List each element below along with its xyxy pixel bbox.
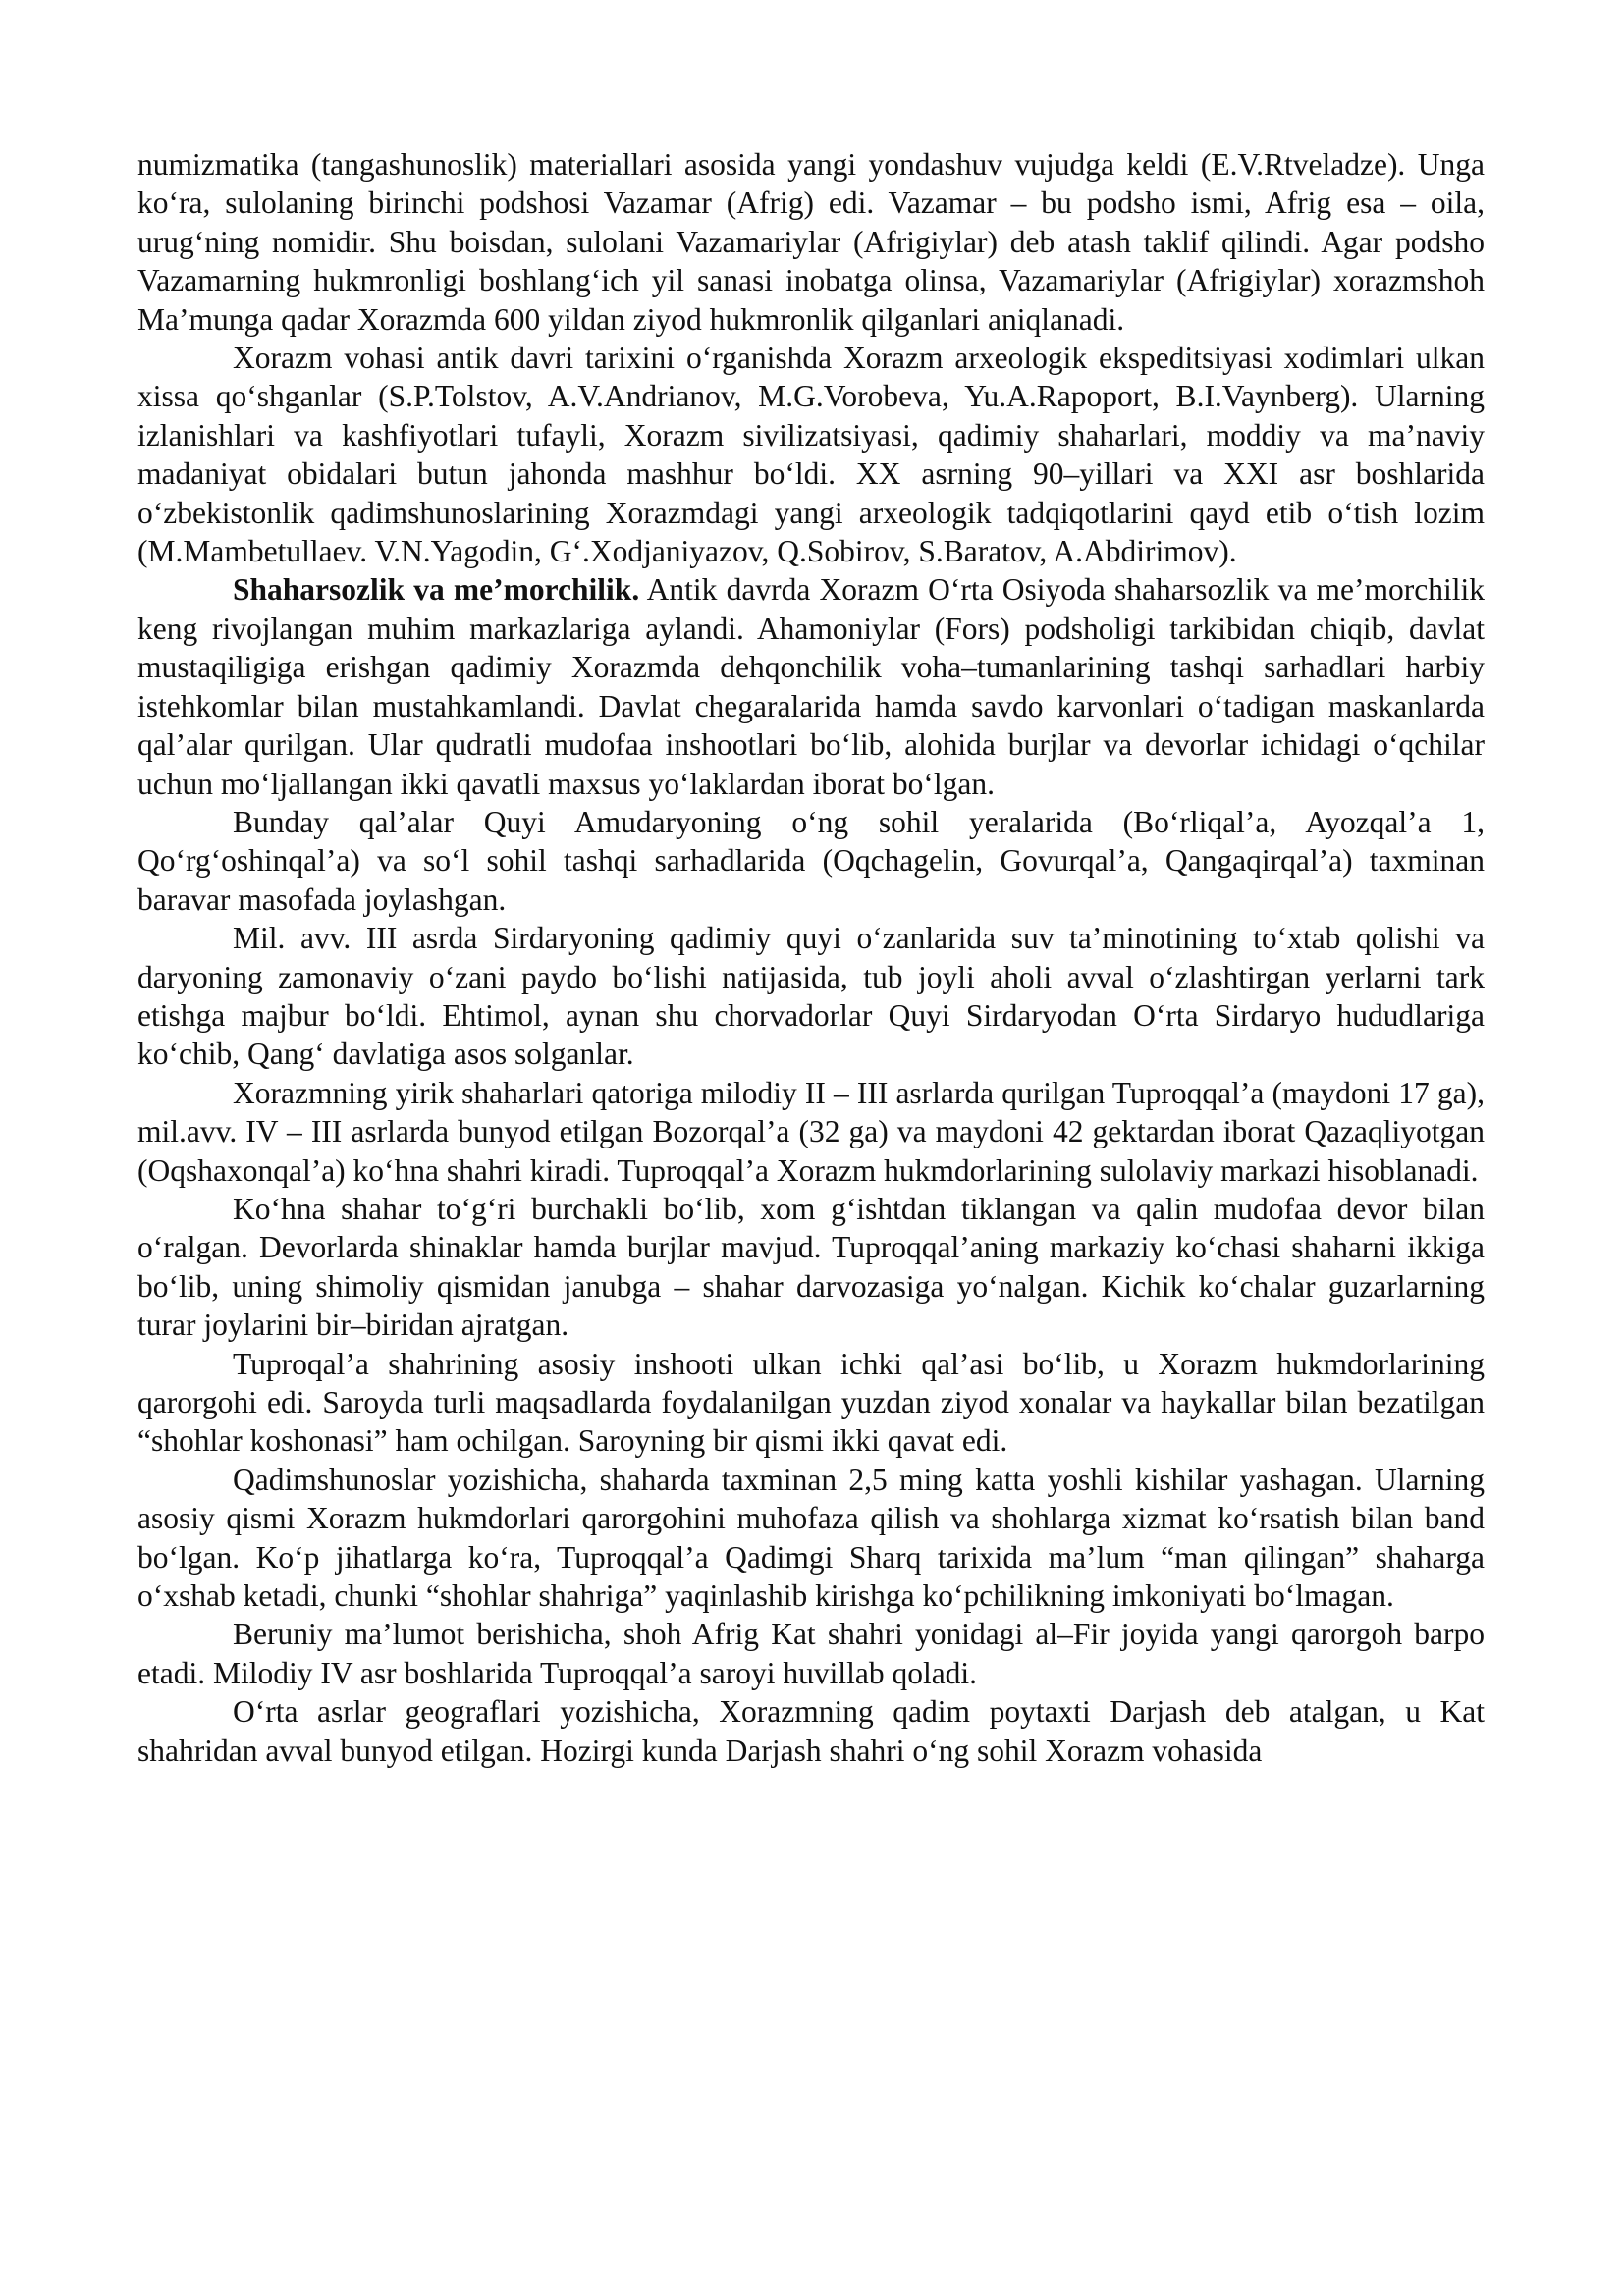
paragraph-5: Mil. avv. III asrda Sirdaryoning qadimiy quyi o‘zanlarida suv ta’minotining to‘xtab qolishi va daryoning zamonaviy o‘zani paydo bo‘lishi natijasida, tub joyli aholi avval o‘zlashtirgan yerlarni tark etishga majbur bo‘ldi. Ehtimol, aynan shu chorvadorlar Quyi Sirdaryodan O‘rta Sirdaryo hududlariga ko‘chib, Qang‘ davlatiga asos solganlar. [137, 921, 1485, 1072]
paragraph-7: Ko‘hna shahar to‘g‘ri burchakli bo‘lib, xom g‘ishtdan tiklangan va qalin mudofaa devor bilan o‘ralgan. Devorlarda shinaklar hamda burjlar mavjud. Tuproqqal’aning markaziy ko‘chasi shaharni ikkiga bo‘lib, uning shimoliy qismidan janubga – shahar darvozasiga yo‘nalgan. Kichik ko‘chalar guzarlarning turar joylarini bir–biridan ajratgan. [137, 1191, 1485, 1343]
paragraph-6: Xorazmning yirik shaharlari qatoriga milodiy II – III asrlarda qurilgan Tuproqqal’a (maydoni 17 ga), mil.avv. IV – III asrlarda bunyod etilgan Bozorqal’a (32 ga) va maydoni 42 gektardan iborat Qazaqliyotgan (Oqshaxonqal’a) ko‘hna shahri kiradi. Tuproqqal’a Xorazm hukmdorlarining sulolaviy markazi hisoblanadi. [137, 1075, 1485, 1188]
paragraph-3-text: Antik davrda Xorazm O‘rta Osiyoda shaharsozlik va me’morchilik keng rivojlangan muhim markazlariga aylandi. Ahamoniylar (Fors) podsholigi tarkibidan chiqib, davlat mustaqiligiga erishgan qadimiy Xorazmda dehqonchilik voha–tumanlarining tashqi sarhadlari harbiy istehkomlar bilan mustahkamlandi. Davlat chegaralarida hamda savdo karvonlari o‘tadigan maskanlarda qal’alar qurilgan. Ular qudratli mudofaa inshootlari bo‘lib, alohida burjlar va devorlar ichidagi o‘qchilar uchun mo‘ljallangan ikki qavatli maxsus yo‘laklardan iborat bo‘lgan. [137, 572, 1485, 801]
document-page [137, 145, 1485, 1770]
paragraph-2: Xorazm vohasi antik davri tarixini o‘rganishda Xorazm arxeologik ekspeditsiyasi xodimlari ulkan xissa qo‘shganlar (S.P.Tolstov, A.V.Andrianov, M.G.Vorobeva, Yu.A.Rapoport, B.I.Vaynberg). Ularning izlanishlari va kashfiyotlari tufayli, Xorazm sivilizatsiyasi, qadimiy shaharlari, moddiy va ma’naviy madaniyat obidalari butun jahonda mashhur bo‘ldi. XX asrning 90–yillari va XXI asr boshlarida o‘zbekistonlik qadimshunoslarining Xorazmdagi yangi arxeologik tadqiqotlarini qayd etib o‘tish lozim (M.Mambetullaev. V.N.Yagodin, G‘.Xodjaniyazov, Q.Sobirov, S.Baratov, A.Abdirimov). [137, 341, 1485, 569]
paragraph-9: Qadimshunoslar yozishicha, shaharda taxminan 2,5 ming katta yoshli kishilar yashagan. Ularning asosiy qismi Xorazm hukmdorlari qarorgohini muhofaza qilish va shohlarga xizmat ko‘rsatish bilan band bo‘lgan. Ko‘p jihatlarga ko‘ra, Tuproqqal’a Qadimgi Sharq tarixida ma’lum “man qilingan” shaharga o‘xshab ketadi, chunki “shohlar shahriga” yaqinlashib kirishga ko‘pchilikning imkoniyati bo‘lmagan. [137, 1462, 1485, 1614]
section-heading: Shaharsozlik va me’morchilik. [233, 572, 640, 608]
paragraph-8: Tuproqal’a shahrining asosiy inshooti ulkan ichki qal’asi bo‘lib, u Xorazm hukmdorlarining qarorgohi edi. Saroyda turli maqsadlarda foydalanilgan yuzdan ziyod xonalar va haykallar bilan bezatilgan “shohlar koshonasi” ham ochilgan. Saroyning bir qismi ikki qavat edi. [137, 1346, 1485, 1459]
paragraph-10: Beruniy ma’lumot berishicha, shoh Afrig Kat shahri yonidagi al–Fir joyida yangi qarorgoh barpo etadi. Milodiy IV asr boshlarida Tuproqqal’a saroyi huvillab qoladi. [137, 1617, 1485, 1690]
paragraph-4: Bunday qal’alar Quyi Amudaryoning o‘ng sohil yeralarida (Bo‘rliqal’a, Ayozqal’a 1, Qo‘rg‘oshinqal’a) va so‘l sohil tashqi sarhadlarida (Oqchagelin, Govurqal’a, Qangaqirqal’a) taxminan baravar masofada joylashgan. [137, 804, 1485, 917]
paragraph-3 [137, 570, 1485, 802]
paragraph-11: O‘rta asrlar geograflari yozishicha, Xorazmning qadim poytaxti Darjash deb atalgan, u Kat shahridan avval bunyod etilgan. Hozirgi kunda Darjash shahri o‘ng sohil Xorazm vohasida [137, 1694, 1485, 1768]
paragraph-1: numizmatika (tangashunoslik) materiallari asosida yangi yondashuv vujudga keldi (E.V.Rtveladze). Unga ko‘ra, sulolaning birinchi podshosi Vazamar (Afrig) edi. Vazamar – bu podsho ismi, Afrig esa – oila, urug‘ning nomidir. Shu boisdan, sulolani Vazamariylar (Afrigiylar) deb atash taklif qilindi. Agar podsho Vazamarning hukmronligi boshlang‘ich yil sanasi inobatga olinsa, Vazamariylar (Afrigiylar) xorazmshoh Ma’munga qadar Xorazmda 600 yildan ziyod hukmronlik qilganlari aniqlanadi. [137, 147, 1485, 337]
